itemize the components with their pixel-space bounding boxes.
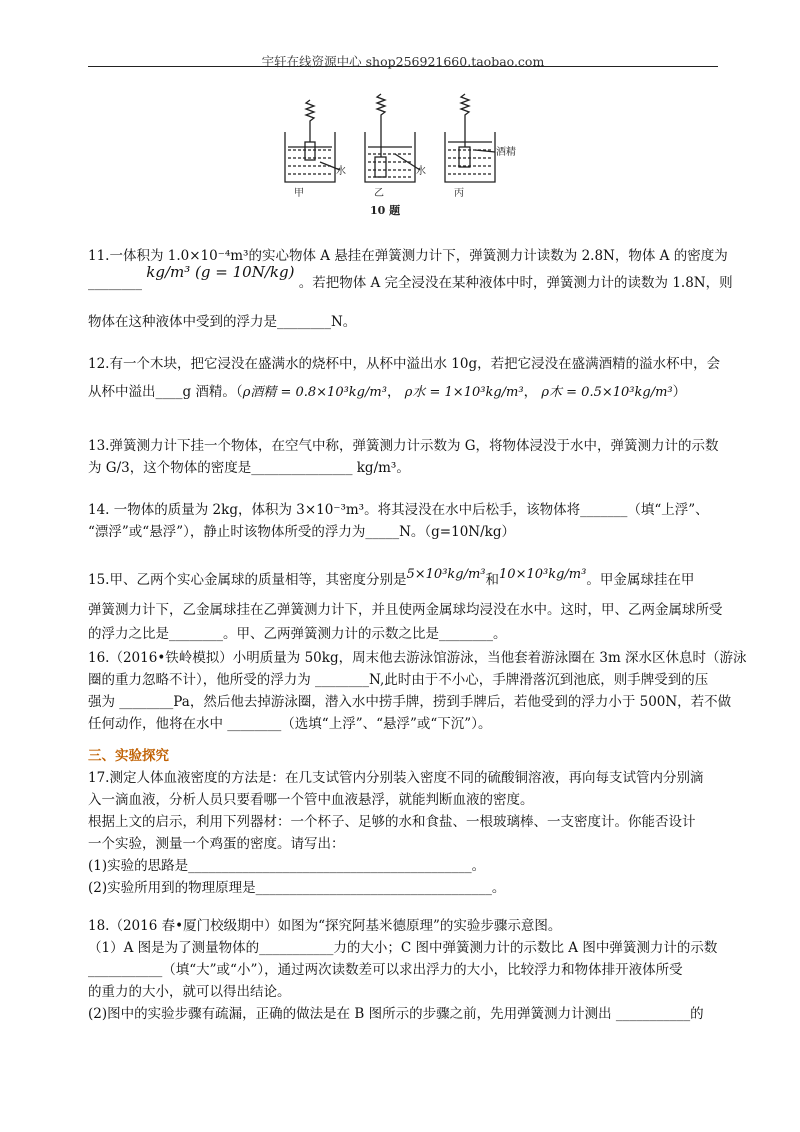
q15-density-2: 10×10³kg/m³	[499, 567, 587, 582]
q17-line4: 一个实验，测量一个鸡蛋的密度。请写出：	[88, 836, 345, 852]
q11-line1: 11.一体积为 1.0×10⁻⁴m³的实心物体 A 悬挂在弹簧测力计下，弹簧测力计读数为 2.8N，物体 A 的密度为	[88, 248, 728, 264]
beaker-label-2: 乙	[374, 188, 384, 199]
q11-line2	[88, 263, 733, 293]
liquid-label-3: 酒精	[496, 147, 516, 158]
q12-end: ）	[672, 384, 687, 400]
q18-line4: 的重力的大小，就可以得出结论。	[88, 984, 291, 1000]
q13-line2: 为 G/3，这个物体的密度是_______________ kg/m³。	[88, 460, 410, 476]
q14-line2: “漂浮”或“悬浮”），静止时该物体所受的浮力为_____N。（g=10N/kg）	[88, 524, 515, 540]
q12-line2	[88, 382, 728, 403]
q11-unit-formula: kg/m³ (g = 10N/kg)	[146, 263, 295, 281]
q12-line1: 12.有一个木块，把它浸没在盛满水的烧杯中，从杯中溢出水 10g，若把它浸没在盛满酒精的溢水杯中，会	[88, 356, 721, 372]
q11-blank: ________	[88, 275, 142, 291]
q17-line3: 根据上文的启示，利用下列器材：一个杯子、足够的水和食盐、一根玻璃棒、一支密度计。你能否设计	[88, 814, 696, 830]
q16-line4: 任何动作，他将在水中 ________（选填“上浮”、“悬浮”或“下沉”）。	[88, 716, 492, 732]
q17-line2: 入一滴血液，分析人员只要看哪一个管中血液悬浮，就能判断血液的密度。	[88, 792, 534, 808]
q15-line2: 弹簧测力计下，乙金属球挂在乙弹簧测力计下，并且使两金属球均浸没在水中。这时，甲、乙两金属球所受	[88, 602, 723, 618]
section-title-experiment: 三、实验探究	[88, 748, 169, 764]
beaker-label-1: 甲	[294, 188, 304, 199]
q15-and: 和	[485, 572, 500, 588]
q16-line1: 16.（2016•铁岭模拟）小明质量为 50kg，周末他去游泳馆游泳，当他套着游泳圈在 3m 深水区休息时（游泳	[88, 650, 747, 666]
q12-separator-2: ，	[523, 384, 538, 400]
q17-line5: (1)实验的思路是__________________________________________。	[88, 858, 486, 874]
q15-line1-text-a: 15.甲、乙两个实心金属球的质量相等，其密度分别是	[88, 572, 407, 588]
q12-density-water: ρ水 = 1×10³kg/m³	[404, 385, 524, 400]
q12-line2-text: 从杯中溢出____g 酒精。（	[88, 384, 243, 400]
liquid-label-2: 水	[416, 166, 426, 177]
liquid-label-1: 水	[336, 166, 346, 177]
figure-caption: 10 题	[370, 204, 401, 217]
q18-line2: （1）A 图是为了测量物体的___________力的大小；C 图中弹簧测力计的示数比 A 图中弹簧测力计的示数	[88, 940, 718, 956]
page-header: 宇轩在线资源中心 shop256921660.taobao.com	[261, 54, 545, 69]
q18-line5: (2)图中的实验步骤有疏漏，正确的做法是在 B 图所示的步骤之前，先用弹簧测力计测出 ___________的	[88, 1006, 704, 1022]
q14-line1: 14. 一物体的质量为 2kg，体积为 3×10⁻³m³。将其浸没在水中后松手，该物体将_______（填“上浮”、	[88, 502, 709, 518]
q12-density-wood: ρ木 = 0.5×10³kg/m³	[541, 385, 673, 400]
q17-line6: (2)实验所用到的物理原理是___________________________________。	[88, 880, 506, 896]
q16-line3: 强为 ________Pa，然后他去掉游泳圈，潜入水中捞手牌，捞到手牌后，若他受到的浮力小于 500N，若不做	[88, 694, 732, 710]
header-divider	[88, 66, 718, 67]
q15-density-1: 5×10³kg/m³	[406, 567, 486, 582]
q11-line3: 物体在这种液体中受到的浮力是________N。	[88, 314, 357, 330]
q15-line1-text-b: 。甲金属球挂在甲	[586, 572, 695, 588]
beaker-figure	[270, 92, 530, 222]
q17-line1: 17.测定人体血液密度的方法是：在几支试管内分别装入密度不同的硫酸铜溶液，再向每支试管内分别滴	[88, 770, 704, 786]
q13-line1: 13.弹簧测力计下挂一个物体，在空气中称，弹簧测力计示数为 G，将物体浸没于水中，弹簧测力计的示数	[88, 438, 719, 454]
q11-line2-text: 。若把物体 A 完全浸没在某种液体中时，弹簧测力计的读数为 1.8N，则	[298, 275, 733, 291]
q12-separator-1: ，	[386, 384, 401, 400]
q12-density-alcohol: ρ酒精 = 0.8×10³kg/m³	[242, 385, 387, 400]
q16-line2: 圈的重力忽略不计），他所受的浮力为 ________N,此时由于不小心，手牌滑落沉到池底，则手牌受到的压	[88, 672, 709, 688]
beaker-label-3: 丙	[454, 188, 464, 199]
q18-line3: ___________（填“大”或“小”），通过两次读数差可以求出浮力的大小，比较浮力和物体排开液体所受	[88, 962, 683, 978]
q15-line1	[88, 567, 728, 591]
q18-line1: 18.（2016 春•厦门校级期中）如图为“探究阿基米德原理”的实验步骤示意图。	[88, 918, 562, 934]
q15-line3: 的浮力之比是________。甲、乙两弹簧测力计的示数之比是________。	[88, 626, 507, 642]
